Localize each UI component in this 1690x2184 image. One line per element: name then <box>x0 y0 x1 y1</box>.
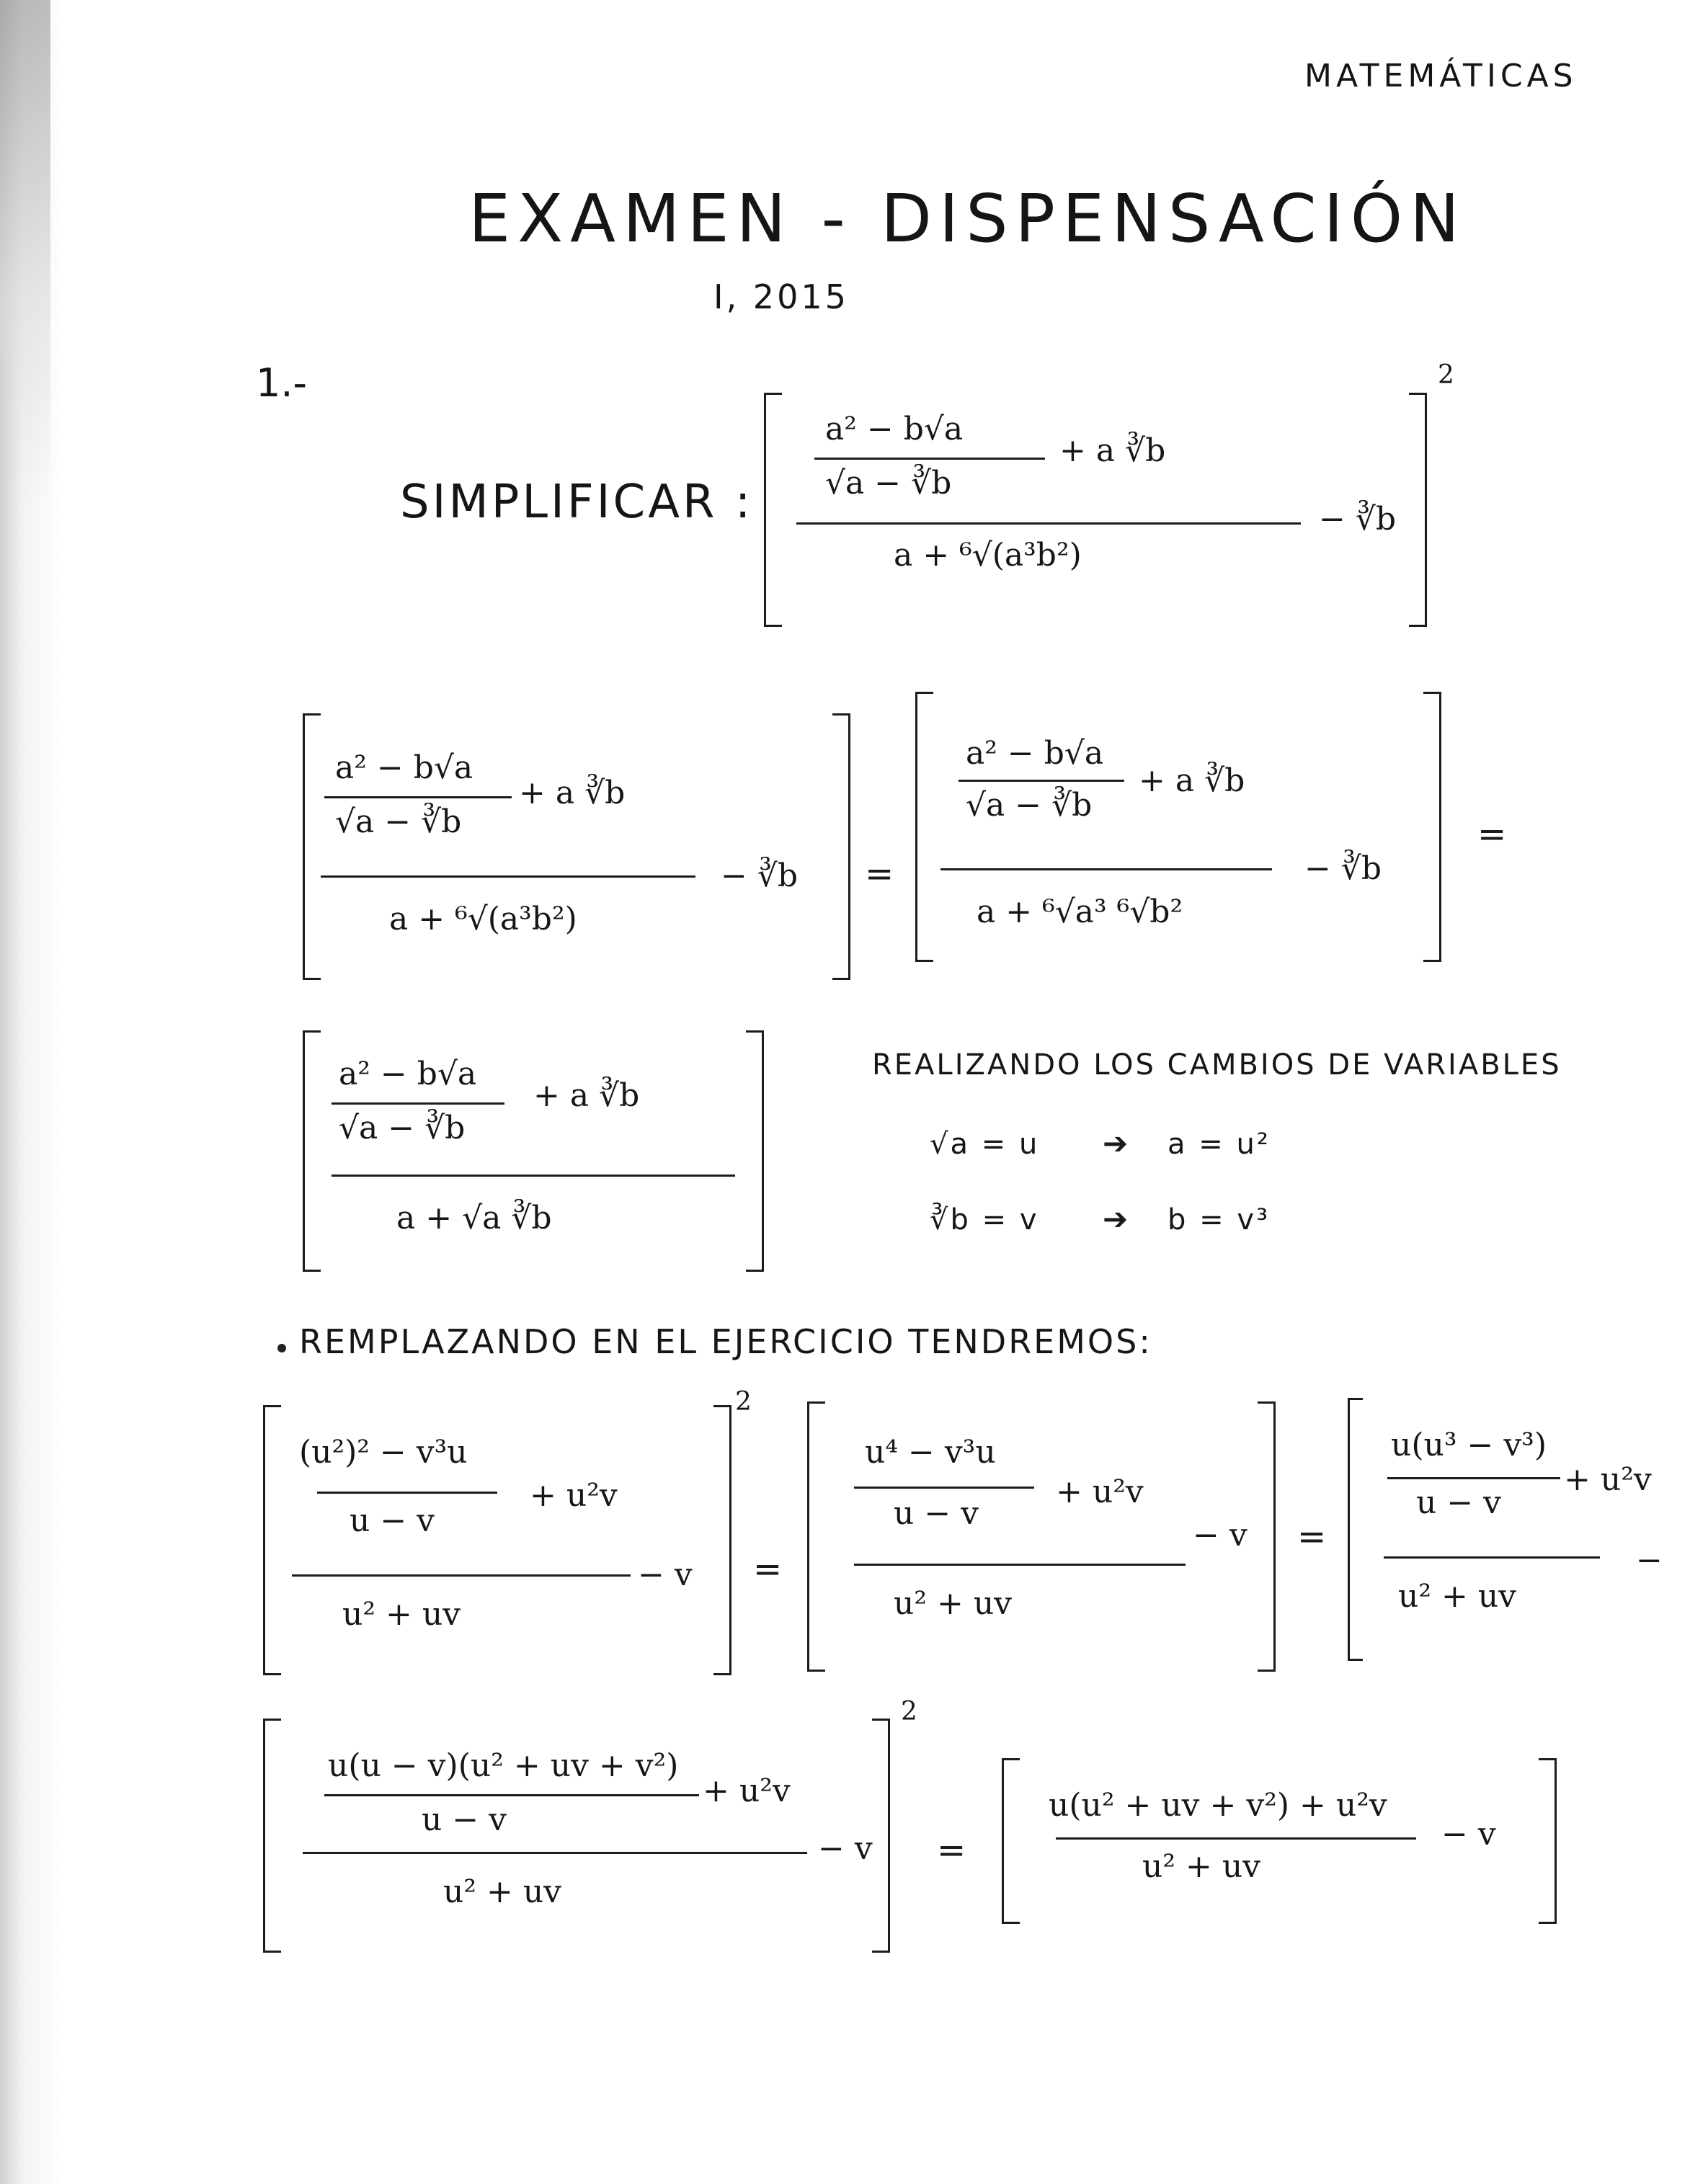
equals-sign: = <box>937 1830 966 1871</box>
outer-denominator: u² + uv <box>1398 1578 1517 1615</box>
plus-term: + u²v <box>703 1773 791 1809</box>
substitution-u-left: √a = u <box>930 1128 1040 1161</box>
inner-fraction-line <box>814 458 1045 460</box>
right-bracket <box>832 713 850 980</box>
outer-denominator: a + ⁶√a³ ⁶√b² <box>977 893 1183 930</box>
left-bracket <box>303 1030 321 1272</box>
main-fraction-line <box>321 875 695 878</box>
expression-expanded <box>807 1401 1276 1672</box>
main-fraction-line <box>292 1574 631 1577</box>
arrow-icon: ➔ <box>1103 1201 1129 1236</box>
inner-denominator: √a − ∛b <box>966 787 1093 824</box>
outer-exponent: 2 <box>1438 360 1454 390</box>
substitution-u-right: a = u² <box>1168 1128 1271 1161</box>
plus-term: + u²v <box>1564 1461 1652 1498</box>
right-bracket <box>713 1405 731 1675</box>
subject-label: MATEMÁTICAS <box>1304 58 1578 94</box>
result-numerator: u(u² + uv + v²) + u²v <box>1049 1787 1387 1824</box>
inner-denominator: u − v <box>422 1801 507 1838</box>
scan-shadow <box>0 0 50 504</box>
expression-factored <box>1348 1398 1665 1661</box>
right-bracket <box>872 1719 890 1953</box>
inner-denominator: u − v <box>1416 1484 1502 1521</box>
plus-term: + u²v <box>1056 1474 1144 1510</box>
replacing-heading: REMPLAZANDO EN EL EJERCICIO TENDREMOS: <box>299 1322 1152 1361</box>
inner-numerator: a² − b√a <box>339 1056 477 1092</box>
right-bracket <box>1409 393 1427 627</box>
inner-numerator: (u²)² − v³u <box>299 1434 468 1471</box>
expression-step-1 <box>303 713 850 980</box>
right-bracket <box>1423 692 1441 962</box>
outer-denominator: a + √a ∛b <box>396 1200 552 1236</box>
left-bracket <box>764 393 782 627</box>
outer-denominator: u² + uv <box>894 1585 1013 1622</box>
inner-numerator: a² − b√a <box>825 411 964 447</box>
inner-denominator: √a − ∛b <box>825 465 952 502</box>
inner-denominator: √a − ∛b <box>339 1110 466 1146</box>
main-fraction-line <box>796 522 1301 525</box>
plus-term: + a ∛b <box>1059 432 1166 469</box>
right-bracket <box>746 1030 764 1272</box>
inner-fraction-line <box>317 1492 497 1494</box>
plus-term: + a ∛b <box>519 775 626 811</box>
expression-substituted <box>263 1387 752 1675</box>
main-fraction-line <box>303 1852 807 1854</box>
inner-denominator: √a − ∛b <box>335 803 462 840</box>
main-fraction-line <box>1384 1556 1600 1559</box>
inner-fraction-line <box>1387 1477 1560 1479</box>
plus-term: + u²v <box>530 1477 618 1514</box>
minus-term: − v <box>1193 1517 1248 1554</box>
substitution-v-left: ∛b = v <box>930 1203 1039 1236</box>
outer-denominator: a + ⁶√(a³b²) <box>389 901 577 937</box>
outer-exponent: 2 <box>901 1697 917 1726</box>
left-bracket <box>303 713 321 980</box>
main-fraction-line <box>940 868 1272 870</box>
equals-sign: = <box>753 1549 783 1590</box>
change-of-variables-heading: REALIZANDO LOS CAMBIOS DE VARIABLES <box>872 1048 1562 1082</box>
semester-label: I, 2015 <box>713 277 849 316</box>
minus-term: − ∛b <box>1319 501 1397 538</box>
inner-numerator: a² − b√a <box>335 749 473 786</box>
outer-denominator: u² + uv <box>443 1873 562 1910</box>
left-bracket <box>807 1401 825 1672</box>
problem-number: 1.- <box>256 360 308 406</box>
inner-fraction-line <box>854 1487 1034 1489</box>
result-denominator: u² + uv <box>1142 1848 1261 1885</box>
minus-term: − v <box>1441 1816 1496 1853</box>
substitution-v-right: b = v³ <box>1168 1203 1271 1236</box>
right-bracket <box>1539 1758 1557 1924</box>
problem-instruction: SIMPLIFICAR : <box>400 476 754 529</box>
inner-numerator: u(u − v)(u² + uv + v²) <box>328 1747 679 1784</box>
plus-term: + a ∛b <box>533 1077 640 1114</box>
equals-sign: = <box>1297 1517 1327 1557</box>
inner-fraction-line <box>332 1102 504 1105</box>
expression-step-3 <box>303 1030 764 1272</box>
equals-sign: = <box>1477 814 1507 855</box>
minus-term: − v <box>638 1556 693 1593</box>
main-fraction-line <box>854 1564 1186 1566</box>
inner-denominator: u − v <box>350 1502 435 1539</box>
minus-term: − v <box>818 1830 873 1867</box>
bullet-icon <box>277 1344 286 1352</box>
main-fraction-line <box>332 1175 735 1177</box>
minus-term: − ∛b <box>721 857 799 894</box>
left-bracket <box>1002 1758 1020 1924</box>
left-bracket <box>263 1405 281 1675</box>
expression-result <box>1002 1758 1557 1924</box>
page-title: EXAMEN - DISPENSACIÓN <box>468 180 1467 257</box>
left-bracket <box>263 1719 281 1953</box>
expression-step-2 <box>915 692 1441 962</box>
minus-term: − ∛b <box>1304 850 1382 887</box>
left-bracket <box>915 692 933 962</box>
outer-denominator: u² + uv <box>342 1596 461 1633</box>
result-fraction-line <box>1056 1837 1416 1840</box>
arrow-icon: ➔ <box>1103 1126 1129 1161</box>
inner-numerator: a² − b√a <box>966 735 1104 772</box>
inner-numerator: u(u³ − v³) <box>1391 1427 1547 1463</box>
expression-statement <box>764 360 1454 627</box>
outer-exponent: 2 <box>735 1387 752 1417</box>
equals-sign: = <box>865 854 894 894</box>
outer-denominator: a + ⁶√(a³b²) <box>894 537 1082 574</box>
inner-fraction-line <box>324 796 512 798</box>
inner-fraction-line <box>959 780 1124 782</box>
inner-fraction-line <box>324 1794 699 1796</box>
expression-difference-of-cubes <box>263 1697 917 1953</box>
trailing-sign: − <box>1636 1542 1663 1579</box>
right-bracket <box>1258 1401 1276 1672</box>
plus-term: + a ∛b <box>1139 762 1245 799</box>
inner-denominator: u − v <box>894 1495 979 1532</box>
left-bracket <box>1348 1398 1363 1661</box>
inner-numerator: u⁴ − v³u <box>865 1434 996 1471</box>
